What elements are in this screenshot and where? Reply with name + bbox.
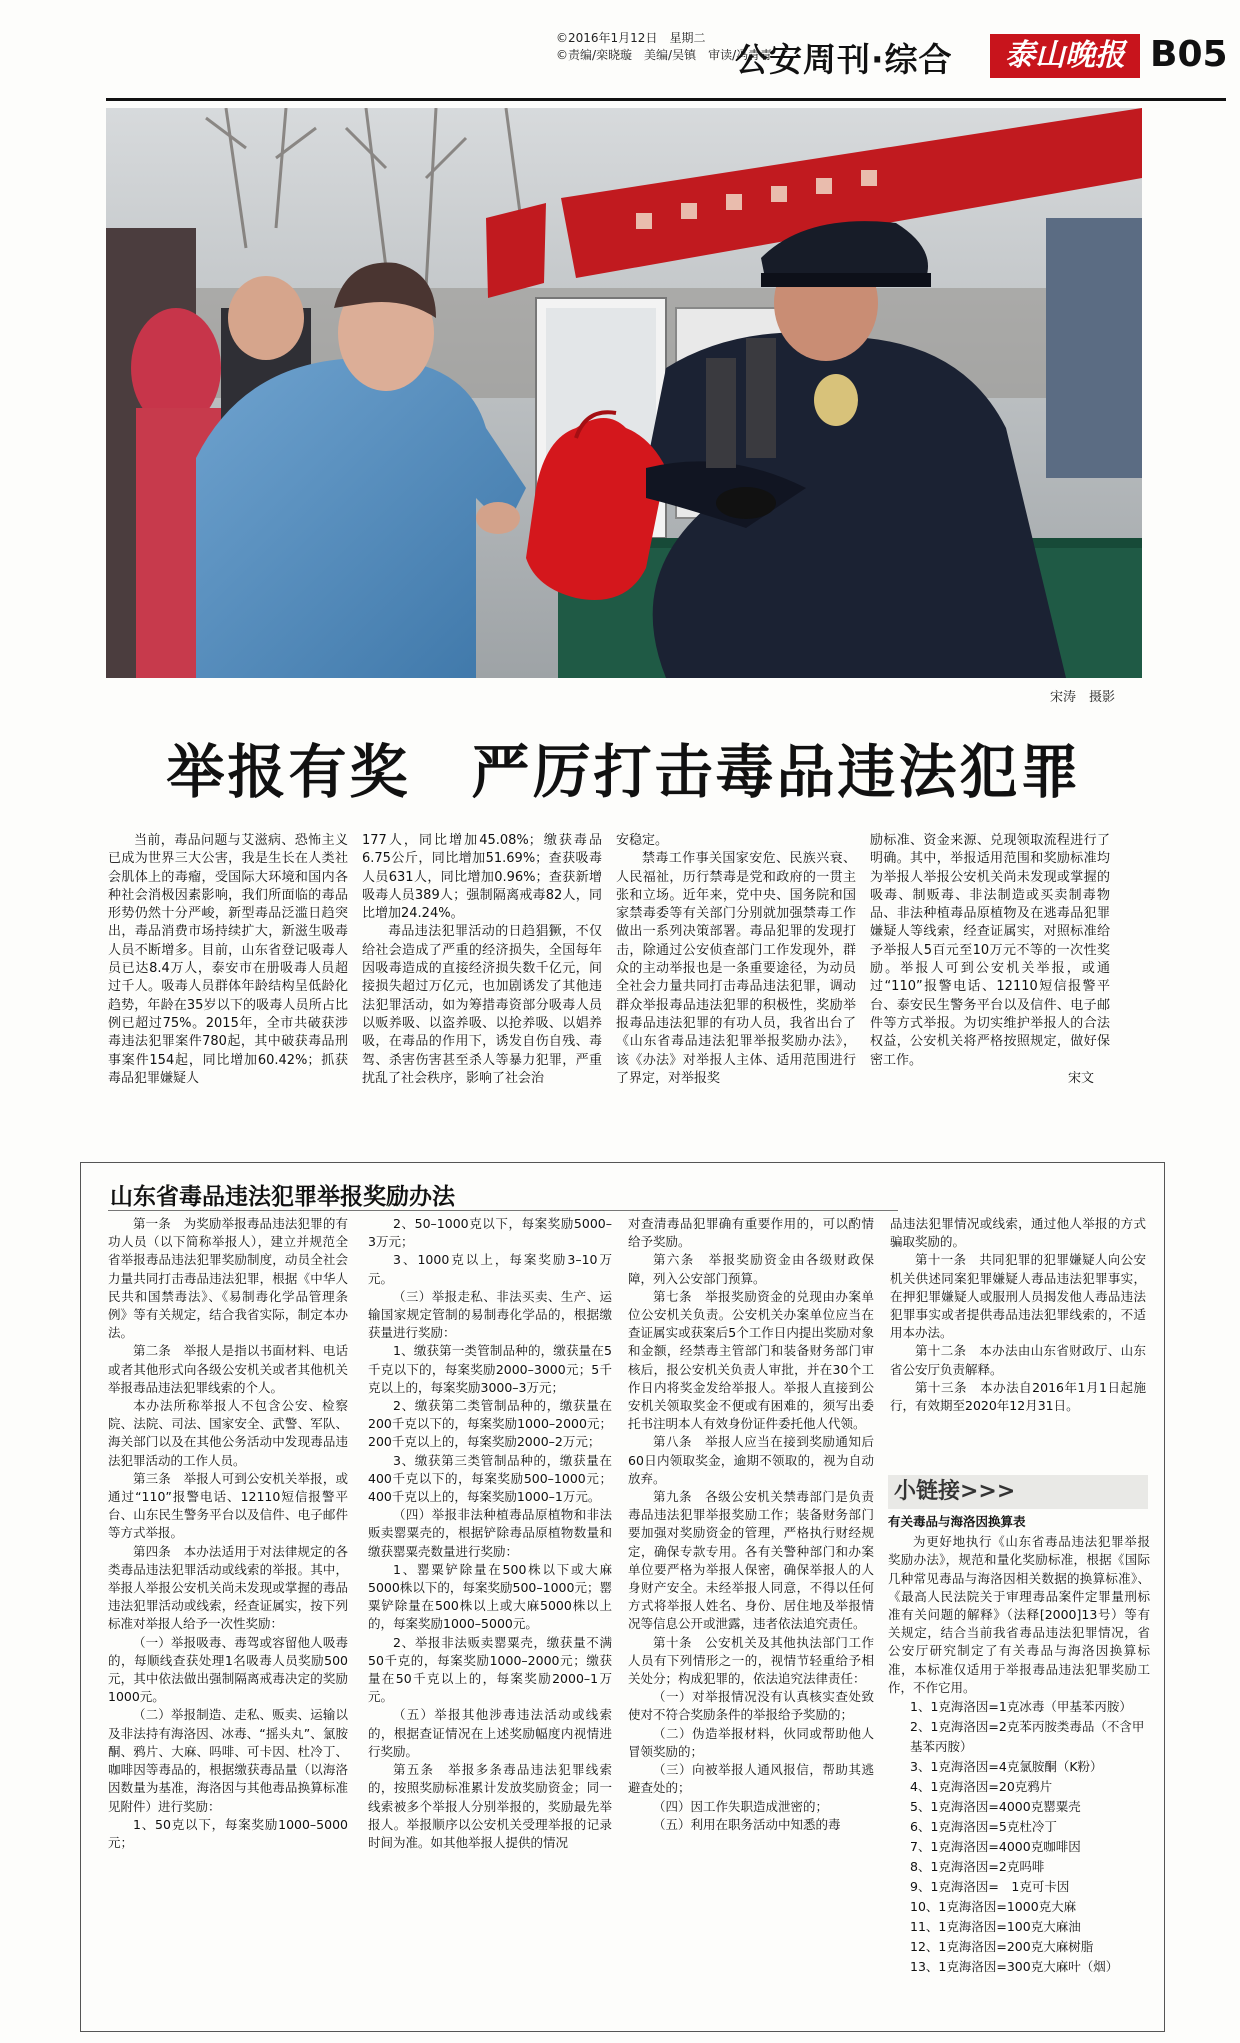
sidebar-heading: 小链接>>> bbox=[894, 1479, 1016, 1504]
list-item: 10、1克海洛因=1000克大麻 bbox=[910, 1899, 1077, 1915]
regulation-title-rule bbox=[108, 1210, 898, 1211]
list-item: 1、1克海洛因=1克冰毒（甲基苯丙胺） bbox=[910, 1699, 1132, 1715]
regulation-paragraph: 第七条 举报奖励资金的兑现由办案单位公安机关负责。公安机关办案单位应当在查证属实或获案后5个工作日内提出奖励对象和金额，经禁毒主管部门和装备财务部门审核后，报公安机关负责人审批，并在30个工作日内将奖金发给举报人。举报人直接到公安机关领取奖金不便或有困难的，须写出委托书注明本人有效身份证件委托他人代领。 bbox=[628, 1288, 874, 1432]
list-item: 2、1克海洛因=2克苯丙胺类毒品（不含甲基苯丙胺） bbox=[910, 1719, 1145, 1755]
regulation-paragraph: 第六条 举报奖励资金由各级财政保障，列入公安部门预算。 bbox=[628, 1252, 874, 1286]
staff-credits: ©责编/栾晓璇 美编/吴镇 审读/冯青青 bbox=[556, 48, 773, 62]
regulation-paragraph: （二）伪造举报材料，伙同或帮助他人冒领奖励的； bbox=[628, 1725, 874, 1759]
regulation-paragraph: 第四条 本办法适用于对法律规定的各类毒品违法犯罪活动或线索的举报。其中，举报人举报公安机关尚未发现或掌握的毒品违法犯罪活动或线索，经查证属实，按下列标准对举报人给予一次性奖励： bbox=[108, 1543, 348, 1632]
regulation-paragraph: 2、50–1000克以下，每案奖励5000–3万元； bbox=[368, 1216, 612, 1250]
regulation-paragraph: （四）举报非法种植毒品原植物和非法贩卖罂粟壳的，根据铲除毒品原植物数量和缴获罂粟壳数量进行奖励： bbox=[368, 1507, 612, 1559]
list-item: 7、1克海洛因=4000克咖啡因 bbox=[910, 1839, 1081, 1855]
header-rule bbox=[106, 98, 1226, 101]
regulation-paragraph: 1、罂粟铲除量在500株以下或大麻5000株以下的，每案奖励500–1000元；罂粟铲除量在500株以上或大麻5000株以上的，每案奖励1000–5000元。 bbox=[368, 1561, 612, 1632]
author-signature: 宋文 bbox=[1067, 1070, 1094, 1086]
regulation-paragraph: （五）利用在职务活动中知悉的毒 bbox=[653, 1816, 841, 1832]
regulation-paragraph: （三）向被举报人通风报信，帮助其逃避查处的； bbox=[628, 1762, 874, 1796]
article-column-2 bbox=[362, 832, 602, 1122]
regulation-paragraph: 第五条 举报多条毒品违法犯罪线索的，按照奖励标准累计发放奖励资金；同一线索被多个举报人分别举报的，奖励最先举报人。举报顺序以公安机关受理举报的记录时间为准。如其他举报人提供的情况 bbox=[368, 1762, 612, 1850]
regulation-paragraph: 第一条 为奖励举报毒品违法犯罪的有功人员（以下简称举报人），建立并规范全省举报毒品违法犯罪奖励制度，动员全社会力量共同打击毒品违法犯罪，根据《中华人民共和国禁毒法》、《易制毒化学品管理条例》等有关规定，结合我省实际，制定本办法。 bbox=[108, 1216, 348, 1341]
conversion-list bbox=[888, 1697, 1150, 1977]
list-item: 6、1克海洛因=5克杜冷丁 bbox=[910, 1819, 1057, 1835]
regulation-paragraph: 第十条 公安机关及其他执法部门工作人员有下列情形之一的，视情节轻重给予相关处分；构成犯罪的，依法追究法律责任： bbox=[628, 1634, 874, 1687]
regulation-paragraph: （五）举报其他涉毒违法活动或线索的，根据查证情况在上述奖励幅度内视情进行奖励。 bbox=[368, 1707, 612, 1759]
sidebar-title: 有关毒品与海洛因换算表 bbox=[888, 1514, 1026, 1529]
article-paragraph: 安稳定。 bbox=[616, 833, 669, 848]
regulation-paragraph: （二）举报制造、走私、贩卖、运输以及非法持有海洛因、冰毒、“摇头丸”、氯胺酮、鸦片、大麻、吗啡、可卡因、杜冷丁、咖啡因等毒品的，根据缴获毒品量（以海洛因数量为基准，海洛因与其他毒品换算标准见附件）进行奖励： bbox=[108, 1707, 348, 1814]
regulation-paragraph: 第八条 举报人应当在接到奖励通知后60日内领取奖金，逾期不领取的，视为自动放弃。 bbox=[628, 1434, 874, 1486]
regulation-paragraph: 第三条 举报人可到公安机关举报，或通过“110”报警电话、12110短信报警平台、山东民生警务平台以及信件、电子邮件等方式举报。 bbox=[108, 1470, 348, 1541]
article-paragraph: 当前，毒品问题与艾滋病、恐怖主义已成为世界三大公害，我是生长在人类社会肌体上的毒瘤，受国际大环境和国内各种社会消极因素影响，我们所面临的毒品形势仍然十分严峻，新型毒品泛滥日趋突出，毒品消费市场持续扩大，新滋生吸毒人员不断增多。目前，山东省登记吸毒人员已达8.4万人，泰安市在册吸毒人员超过千人。吸毒人员群体年龄结构呈低龄化趋势，年龄在35岁以下的吸毒人员所占比例已超过75%。2015年，全市共破获涉毒违法犯罪案件780起，其中破获毒品刑事案件154起，同比增加60.42%；抓获毒品犯罪嫌疑人 bbox=[108, 833, 348, 1086]
list-item: 3、1克海洛因=4克氯胺酮（K粉） bbox=[910, 1759, 1103, 1775]
regulation-paragraph: 第九条 各级公安机关禁毒部门是负责毒品违法犯罪举报奖励工作；装备财务部门要加强对奖励资金的管理，严格执行财经规定，确保专款专用。各有关警种部门和办案单位要严格为举报人保密，确保举报人的人身财产安全。未经举报人同意，不得以任何方式将举报人姓名、身份、居住地及举报情况等信息公开或泄露，违者依法追究责任。 bbox=[628, 1489, 874, 1632]
list-item: 12、1克海洛因=200克大麻树脂 bbox=[910, 1939, 1094, 1955]
sidebar-intro: 为更好地执行《山东省毒品违法犯罪举报奖励办法》，规范和量化奖励标准，根据《国际几种常见毒品与海洛因相关数据的换算标准》、《最高人民法院关于审理毒品案件定罪量刑标准有关问题的解释》（法释[2000]13号）等有关规定，结合当前我省毒品违法犯罪情况，省公安厅研究制定了有关毒品与海洛因换算标准，本标准仅适用于举报毒品违法犯罪奖励工作，不作它用。 bbox=[888, 1534, 1150, 1695]
regulation-paragraph: （一）对举报情况没有认真核实查处致使对不符合奖励条件的举报给予奖励的； bbox=[628, 1689, 874, 1723]
regulation-paragraph: （一）举报吸毒、毒驾或容留他人吸毒的，每顺线查获处理1名吸毒人员奖励500元，其中依法做出强制隔离戒毒决定的奖励1000元。 bbox=[108, 1634, 348, 1705]
article-paragraph: 励标准、资金来源、兑现领取流程进行了明确。其中，举报适用范围和奖励标准均为举报人举报公安机关尚未发现或掌握的吸毒、制贩毒、非法制造或买卖制毒物品、非法种植毒品原植物及在逃毒品犯罪嫌疑人等线索，经查证属实，对照标准给予举报人5百元至10万元不等的一次性奖励。举报人可到公安机关举报，或通过“110”报警电话、12110短信报警平台、泰安民生警务平台以及信件、电子邮件等方式举报。为切实维护举报人的合法权益，公安机关将严格按照规定，做好保密工作。 bbox=[870, 833, 1110, 1068]
list-item: 13、1克海洛因=300克大麻叶（烟） bbox=[910, 1959, 1119, 1975]
regulation-column-1 bbox=[108, 1215, 348, 2027]
article-column-1 bbox=[108, 832, 348, 1122]
issue-date: ©2016年1月12日 星期二 bbox=[556, 31, 706, 45]
regulation-paragraph: 1、50克以下，每案奖励1000–5000元； bbox=[108, 1816, 348, 1850]
regulation-paragraph: 第十二条 本办法由山东省财政厅、山东省公安厅负责解释。 bbox=[890, 1343, 1146, 1377]
list-item: 11、1克海洛因=100克大麻油 bbox=[910, 1919, 1081, 1935]
main-headline: 举报有奖 严厉打击毒品违法犯罪 bbox=[166, 738, 1082, 806]
article-paragraph: 毒品违法犯罪活动的日趋猖獗，不仅给社会造成了严重的经济损失，全国每年因吸毒造成的直接经济损失数千亿元，间接损失超过万亿元，也加剧诱发了其他违法犯罪活动，如为筹措毒资部分吸毒人员以贩养吸、以盗养吸、以抢养吸、以娼养吸，在毒品的作用下，诱发自伤自残、毒驾、杀害伤害甚至杀人等暴力犯罪，严重扰乱了社会秩序，影响了社会治 bbox=[362, 924, 602, 1086]
photo-credit: 宋涛 摄影 bbox=[1050, 690, 1116, 705]
article-paragraph: 禁毒工作事关国家安危、民族兴衰、人民福祉，历行禁毒是党和政府的一贯主张和立场。近年来，党中央、国务院和国家禁毒委等有关部门分别就加强禁毒工作做出一系列决策部署。毒品犯罪的发现打击，除通过公安侦查部门工作发现外，群众的主动举报也是一条重要途径，为动员全社会力量共同打击毒品违法犯罪，调动群众举报毒品违法犯罪的积极性，奖励举报毒品违法犯罪的有功人员，我省出台了《山东省毒品违法犯罪举报奖励办法》，该《办法》对举报人主体、适用范围进行了界定，对举报奖 bbox=[616, 851, 856, 1086]
sidebar-heading-bar bbox=[888, 1475, 1148, 1509]
regulation-paragraph: 2、举报非法贩卖罂粟壳，缴获量不满50千克的，每案奖励1000–2000元；缴获量在50千克以上的，每案奖励2000–1万元。 bbox=[368, 1634, 612, 1705]
regulation-column-3 bbox=[628, 1215, 874, 2027]
regulation-paragraph: 2、缴获第二类管制品种的，缴获量在200千克以下的，每案奖励1000–2000元；200千克以上的，每案奖励2000–2万元； bbox=[368, 1398, 612, 1450]
list-item: 5、1克海洛因=4000克罂粟壳 bbox=[910, 1799, 1081, 1815]
regulation-paragraph: 3、1000克以上，每案奖励3–10万元。 bbox=[368, 1252, 612, 1286]
regulation-paragraph: （四）因工作失职造成泄密的； bbox=[653, 1798, 829, 1814]
regulation-paragraph: （三）举报走私、非法买卖、生产、运输国家规定管制的易制毒化学品的，根据缴获量进行奖励： bbox=[368, 1288, 612, 1341]
regulation-paragraph: 对查清毒品犯罪确有重要作用的，可以酌情给予奖励。 bbox=[628, 1216, 874, 1250]
regulation-title: 山东省毒品违法犯罪举报奖励办法 bbox=[110, 1184, 455, 1210]
article-column-3 bbox=[616, 832, 856, 1122]
page-number: B05 bbox=[1150, 34, 1228, 75]
regulation-paragraph: 本办法所称举报人不包含公安、检察院、法院、司法、国家安全、武警、军队、海关部门以及在其他公务活动中发现毒品违法犯罪活动的工作人员。 bbox=[108, 1398, 348, 1468]
regulation-paragraph: 品违法犯罪情况或线索，通过他人举报的方式骗取奖励的。 bbox=[890, 1216, 1146, 1250]
article-column-4 bbox=[870, 832, 1110, 1122]
list-item: 4、1克海洛因=20克鸦片 bbox=[910, 1779, 1053, 1795]
list-item: 9、1克海洛因= 1克可卡因 bbox=[910, 1879, 1070, 1895]
regulation-column-2 bbox=[368, 1215, 612, 2027]
newspaper-logo: 泰山晚报 bbox=[990, 34, 1140, 78]
regulation-paragraph: 3、缴获第三类管制品种的，缴获量在400千克以下的，每案奖励500–1000元；400千克以上的，每案奖励1000–1万元。 bbox=[368, 1452, 612, 1505]
photo-illustration bbox=[106, 108, 1142, 678]
regulation-paragraph: 第十三条 本办法自2016年1月1日起施行，有效期至2020年12月31日。 bbox=[890, 1379, 1146, 1414]
conversion-sidebar bbox=[888, 1513, 1150, 1977]
page-header bbox=[0, 0, 1240, 100]
regulation-column-4 bbox=[890, 1215, 1146, 1471]
article-paragraph: 177人，同比增加45.08%；缴获毒品6.75公斤，同比增加51.69%；查获吸毒人员631人，同比增加0.96%；查获新增吸毒人员389人；强制隔离戒毒82人，同比增加24.24%。 bbox=[362, 833, 602, 922]
regulation-paragraph: 1、缴获第一类管制品种的，缴获量在5千克以下的，每案奖励2000–3000元；5千克以上的，每案奖励3000–3万元； bbox=[368, 1343, 612, 1395]
regulation-paragraph: 第十一条 共同犯罪的犯罪嫌疑人向公安机关供述同案犯罪嫌疑人毒品违法犯罪事实，在押犯罪嫌疑人或服刑人员揭发他人毒品违法犯罪事实或者提供毒品违法犯罪线索的，不适用本办法。 bbox=[890, 1252, 1146, 1341]
regulation-paragraph: 第二条 举报人是指以书面材料、电话或者其他形式向各级公安机关或者其他机关举报毒品违法犯罪线索的个人。 bbox=[108, 1343, 348, 1395]
news-photo bbox=[106, 108, 1142, 678]
section-title: 公安周刊·综合 bbox=[735, 40, 953, 79]
list-item: 8、1克海洛因=2克吗啡 bbox=[910, 1859, 1045, 1875]
